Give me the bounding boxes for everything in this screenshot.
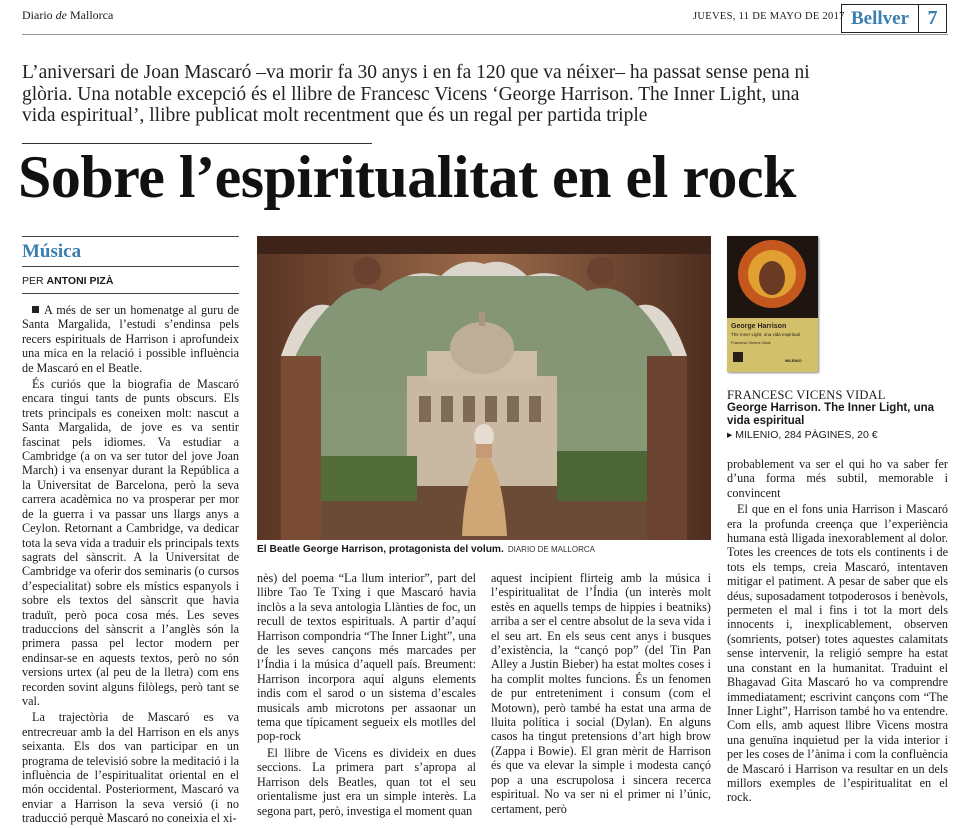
article-column-2 — [257, 571, 476, 818]
book-cover-title: George Harrison — [731, 323, 787, 330]
section-box — [841, 4, 947, 33]
book-author: FRANCESC VICENS VIDAL — [727, 388, 886, 402]
triangle-bullet-icon: ▸ — [727, 429, 736, 441]
byline: PER ANTONI PIZÀ — [22, 275, 114, 287]
harrison-photo — [257, 236, 711, 540]
paragraph: El que en el fons unia Harrison i Mascaró era la profunda creença que l’experiència humana està lligada inexorablement al dolor. Totes les creences de tots els continents i de tots els temps, creia Mascaró, intentaven mitigar el patiment. A pesar de saber que els déus, suposadament totpoderosos i benèvols, permeten el mal i fins i tot la mort dels innocents i, inexplicablement, observen (somrients, potser) totes aquestes calamitats sense intervenir, la religió sempre ha estat una constant en la humanitat. Traduint el Bhagavad Gita Mascaró ho va comprendre immediatament; escrivint cançons com “The Inner Light”, Harrison també ho va entendre. Com ells, amb aquest llibre Vicens mostra una genuïna inquietud per la vida interior i per les coses de l’ànima i com la confluència de Mascaró i Harrison va resultar en un dels millors exemples de l’espiritualitat en el rock. — [727, 502, 948, 805]
book-cover-publisher: MILENIO — [785, 358, 802, 363]
section-name: Bellver — [842, 5, 919, 32]
masthead — [0, 0, 960, 36]
author-name: ANTONI PIZÀ — [46, 275, 114, 287]
page-number: 7 — [927, 7, 938, 29]
paragraph: El llibre de Vicens es divideix en dues seccions. La primera part s’apropa al Harrison dels Beatles, quan tot el seu orientalisme just era un simple interès. La segona part, però, investiga el moment quan — [257, 745, 476, 818]
book-publisher: ▸ MILENIO, 284 PÀGINES, 20 € — [727, 429, 878, 441]
book-cover-image — [727, 236, 818, 372]
book-cover-art — [727, 236, 818, 372]
section-rule-bottom — [22, 266, 239, 267]
paragraph: A més de ser un homenatge al guru de Santa Margalida, l’estudi s’endinsa pels recers espirituals de Harrison i aprofundeix una mica en la relació i possible influència de Mascaró en el Beatle. — [22, 303, 239, 375]
paragraph: La trajectòria de Mascaró es va entrecreuar amb la del Harrison en els anys seixanta. Els dos van participar en un programa de televisió sobre la meditació i la influència de l’espiritualitat oriental en el món occidental. Posteriorment, Mascaró va enviar a Harrison la seva versió (i no traducció perquè Mascaró no coneixia el xi- — [22, 710, 239, 826]
photo-caption: El Beatle George Harrison, protagonista del volum. DIARIO DE MALLORCA — [257, 544, 595, 555]
article-column-1 — [22, 303, 239, 826]
section-rule-top — [22, 236, 239, 237]
byline-rule — [22, 293, 239, 294]
article-column-4 — [727, 457, 948, 805]
paragraph: probablement va ser el qui ho va saber fer d’una forma més subtil, memorable i convincent — [727, 457, 948, 500]
palace-arch-illustration — [257, 236, 711, 540]
paragraph-bullet-icon — [32, 306, 39, 313]
article-column-3 — [491, 571, 711, 816]
book-info — [727, 389, 949, 442]
article-lead: L’aniversari de Joan Mascaró –va morir fa 30 anys i en fa 120 que va néixer– ha passat sense pena ni glòria. Una notable excepció és el llibre de Francesc Vicens ‘George Harrison. The Inner Light, una vida espiritual’, llibre publicat molt recentment que és un regal per partida triple — [22, 62, 810, 126]
book-cover-author: Francesc Vicens Vidal — [731, 340, 771, 345]
book-title: George Harrison. The Inner Light, una vida espiritual — [727, 402, 935, 427]
article-headline: Sobre l’espiritualitat en el rock — [18, 144, 796, 210]
issue-date: JUEVES, 11 DE MAYO DE 2017 — [693, 11, 845, 22]
section-label: Música — [22, 241, 82, 262]
book-cover-subtitle: The Inner Light, una vida espiritual — [731, 332, 801, 337]
newspaper-name: Diario de Mallorca — [22, 8, 114, 22]
paragraph: nès) del poema “La llum interior”, part del llibre Tao Te Txing i que Mascaró havia inclòs a la seva antologia Llànties de foc, un recull de textos espirituals. A partir d’aquí Harrison compondria “The Inner Light”, una de les seves cançons més marcades per l’Índia i la música d’aquell país. Breument: Harrison incorpora aquí alguns elements indis com el sarod o un sistema d’escales musicals amb microtons per assaonar un tema que típicament segueix els motlles del pop-rock — [257, 571, 476, 744]
paragraph: aquest incipient flirteig amb la música i l’espiritualitat de l’Índia (un interès molt estès en aquells temps de hippies i beatniks) arriba a ser el centre absolut de la seva vida i el seu art. En els seus cent anys i busques d’existència, la “cançó pop” (del Tin Pan Alley a Justin Bieber) ha estat moltes coses i ha complit moltes funcions. És un fenomen de pur entreteniment i consum (com el Motown), però també ha estat una arma de lluita política i social (Dylan). En alguns casos ha tingut pretensions d’art high brow (Zappa i Bowie). El gran mèrit de Harrison és que va elevar la simple i modesta cançó pop a una escrupolosa i sincera recerca espiritual. No va ser ni el primer ni l’únic, certament, però — [491, 571, 711, 816]
top-divider — [22, 34, 948, 35]
photo-credit: DIARIO DE MALLORCA — [507, 545, 595, 554]
paragraph: És curiós que la biografia de Mascaró encara tingui tants de punts obscurs. Els trets principals es coneixen molt: nascut a Santa Margalida, de jove es va sentir fascinat pels idiomes. Va estudiar a Cambridge (a on va ser tutor del jove Joan March) i va ensenyar durant la República a la Universitat de Barcelona, però la seva carrera acadèmica no va prosperar per mor de la guerra i va passar uns llargs anys a Ceylon. Retornant a Cambridge, va dedicar tota la seva vida a traduir els principals texts sagrats del sànscrit. A la Universitat de Cambridge va oferir dos seminaris (o cursos d’especialitat) sobre els místics espanyols i sobre els textos del sànscrit que havia traduït, però poca cosa més. Les seves traduccions del sànscrit a l’anglès són la primera passa pel lector modern per endinsar-se en aquests textos, però no són versions urtex (al peu de la lletra) com ens recorden sovint alguns filòlegs, però tant se val. — [22, 377, 239, 708]
